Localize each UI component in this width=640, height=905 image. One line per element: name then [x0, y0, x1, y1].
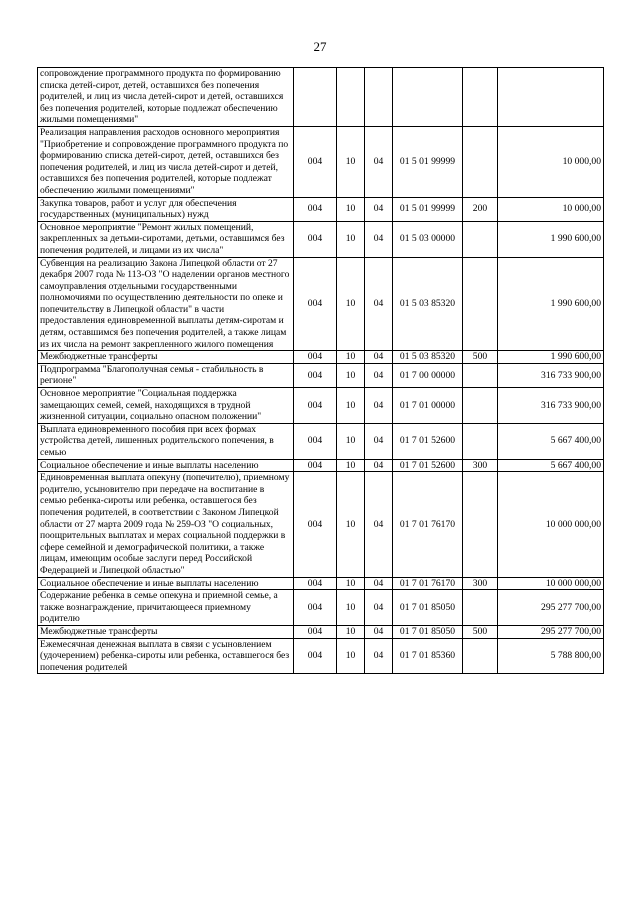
subsection-code-cell	[365, 68, 393, 127]
ministry-code-cell	[294, 68, 337, 127]
section-code-cell: 10	[337, 625, 365, 638]
subsection-code-cell: 04	[365, 638, 393, 674]
table-row	[38, 197, 604, 221]
ministry-code-cell: 004	[294, 126, 337, 197]
ministry-code-cell: 004	[294, 197, 337, 221]
table-row	[38, 363, 604, 387]
section-code-cell	[337, 68, 365, 127]
section-code-cell: 10	[337, 197, 365, 221]
expense-type-cell	[463, 126, 498, 197]
table-row	[38, 577, 604, 590]
target-article-cell: 01 7 01 85050	[393, 590, 463, 626]
target-article-cell: 01 5 03 85320	[393, 351, 463, 364]
row-name-cell: сопровождение программного продукта по формированию списка детей-сирот, детей, оставшихся без попечения родителей, и лиц из числа детей-сирот и детей, оставшихся без попечения родителей, которые подлежат обеспечению жилыми помещениями"	[38, 68, 294, 127]
ministry-code-cell: 004	[294, 577, 337, 590]
section-code-cell: 10	[337, 126, 365, 197]
ministry-code-cell: 004	[294, 363, 337, 387]
amount-cell	[498, 68, 604, 127]
budget-table-body	[38, 68, 604, 674]
row-name-cell: Межбюджетные трансферты	[38, 351, 294, 364]
target-article-cell: 01 5 03 85320	[393, 257, 463, 351]
section-code-cell: 10	[337, 351, 365, 364]
row-name-cell: Содержание ребенка в семье опекуна и приемной семье, а также вознаграждение, причитающееся приемному родителю	[38, 590, 294, 626]
target-article-cell	[393, 68, 463, 127]
expense-type-cell	[463, 638, 498, 674]
expense-type-cell	[463, 590, 498, 626]
amount-cell: 295 277 700,00	[498, 625, 604, 638]
expense-type-cell: 500	[463, 351, 498, 364]
subsection-code-cell: 04	[365, 388, 393, 424]
budget-table	[37, 67, 604, 674]
amount-cell: 295 277 700,00	[498, 590, 604, 626]
table-row	[38, 388, 604, 424]
table-row	[38, 638, 604, 674]
ministry-code-cell: 004	[294, 257, 337, 351]
section-code-cell: 10	[337, 221, 365, 257]
ministry-code-cell: 004	[294, 351, 337, 364]
ministry-code-cell: 004	[294, 459, 337, 472]
subsection-code-cell: 04	[365, 625, 393, 638]
table-row	[38, 423, 604, 459]
row-name-cell: Основное мероприятие "Ремонт жилых помещений, закрепленных за детьми-сиротами, детьми, оставшимся без попечения родителей, и лицами из их числа"	[38, 221, 294, 257]
expense-type-cell	[463, 363, 498, 387]
subsection-code-cell: 04	[365, 363, 393, 387]
section-code-cell: 10	[337, 423, 365, 459]
subsection-code-cell: 04	[365, 472, 393, 577]
target-article-cell: 01 7 00 00000	[393, 363, 463, 387]
section-code-cell: 10	[337, 472, 365, 577]
row-name-cell: Реализация направления расходов основного мероприятия "Приобретение и сопровождение программного продукта по формированию списка детей-сирот, детей, оставшихся без попечения родителей, и лиц из числа детей-сирот и детей, оставшихся без попечения родителей, которые подлежат обеспечению жилыми помещениями"	[38, 126, 294, 197]
table-row	[38, 221, 604, 257]
row-name-cell: Ежемесячная денежная выплата в связи с усыновлением (удочерением) ребенка-сироты или ребенка, оставшегося без попечения родителей	[38, 638, 294, 674]
section-code-cell: 10	[337, 363, 365, 387]
subsection-code-cell: 04	[365, 257, 393, 351]
ministry-code-cell: 004	[294, 472, 337, 577]
section-code-cell: 10	[337, 577, 365, 590]
amount-cell: 1 990 600,00	[498, 221, 604, 257]
subsection-code-cell: 04	[365, 126, 393, 197]
ministry-code-cell: 004	[294, 423, 337, 459]
subsection-code-cell: 04	[365, 197, 393, 221]
ministry-code-cell: 004	[294, 590, 337, 626]
target-article-cell: 01 7 01 76170	[393, 577, 463, 590]
subsection-code-cell: 04	[365, 423, 393, 459]
target-article-cell: 01 7 01 85050	[393, 625, 463, 638]
table-row	[38, 68, 604, 127]
row-name-cell: Межбюджетные трансферты	[38, 625, 294, 638]
subsection-code-cell: 04	[365, 577, 393, 590]
expense-type-cell: 500	[463, 625, 498, 638]
section-code-cell: 10	[337, 459, 365, 472]
row-name-cell: Социальное обеспечение и иные выплаты населению	[38, 459, 294, 472]
row-name-cell: Социальное обеспечение и иные выплаты населению	[38, 577, 294, 590]
subsection-code-cell: 04	[365, 351, 393, 364]
table-row	[38, 126, 604, 197]
target-article-cell: 01 5 01 99999	[393, 126, 463, 197]
amount-cell: 316 733 900,00	[498, 363, 604, 387]
table-row	[38, 590, 604, 626]
amount-cell: 316 733 900,00	[498, 388, 604, 424]
ministry-code-cell: 004	[294, 388, 337, 424]
section-code-cell: 10	[337, 638, 365, 674]
page-number: 27	[313, 39, 327, 54]
target-article-cell: 01 7 01 00000	[393, 388, 463, 424]
expense-type-cell	[463, 423, 498, 459]
row-name-cell: Единовременная выплата опекуну (попечителю), приемному родителю, усыновителю при передаче на воспитание в семью ребенка-сироты или ребенка, оставшегося без попечения родителей, в соответствии с Законом Липецкой области от 27 марта 2009 года № 259-ОЗ "О социальных, поощрительных выплатах и мерах социальной поддержки в сфере семейной и демографической политики, а также лицам, имеющим особые заслуги перед Российской Федерацией и Липецкой областью"	[38, 472, 294, 577]
ministry-code-cell: 004	[294, 638, 337, 674]
amount-cell: 10 000 000,00	[498, 472, 604, 577]
target-article-cell: 01 5 01 99999	[393, 197, 463, 221]
ministry-code-cell: 004	[294, 221, 337, 257]
amount-cell: 5 667 400,00	[498, 459, 604, 472]
subsection-code-cell: 04	[365, 221, 393, 257]
subsection-code-cell: 04	[365, 590, 393, 626]
target-article-cell: 01 7 01 52600	[393, 423, 463, 459]
amount-cell: 5 788 800,00	[498, 638, 604, 674]
target-article-cell: 01 7 01 76170	[393, 472, 463, 577]
expense-type-cell	[463, 68, 498, 127]
expense-type-cell	[463, 257, 498, 351]
section-code-cell: 10	[337, 388, 365, 424]
amount-cell: 10 000 000,00	[498, 577, 604, 590]
row-name-cell: Основное мероприятие "Социальная поддержка замещающих семей, семей, находящихся в трудной жизненной ситуации, социально опасном положении"	[38, 388, 294, 424]
expense-type-cell	[463, 388, 498, 424]
section-code-cell: 10	[337, 590, 365, 626]
amount-cell: 10 000,00	[498, 197, 604, 221]
expense-type-cell: 300	[463, 577, 498, 590]
amount-cell: 10 000,00	[498, 126, 604, 197]
row-name-cell: Субвенция на реализацию Закона Липецкой области от 27 декабря 2007 года № 113-ОЗ "О наделении органов местного самоуправления отдельными государственными полномочиями по осуществлению деятельности по опеке и попечительству в Липецкой области" в части предоставления единовременной выплаты детям-сиротам и детям, оставшимся без попечения родителей, а также лицам из их числа на ремонт закрепленного жилого помещения	[38, 257, 294, 351]
target-article-cell: 01 7 01 52600	[393, 459, 463, 472]
table-row	[38, 351, 604, 364]
expense-type-cell	[463, 472, 498, 577]
target-article-cell: 01 7 01 85360	[393, 638, 463, 674]
table-row	[38, 625, 604, 638]
table-row	[38, 257, 604, 351]
table-row	[38, 459, 604, 472]
row-name-cell: Выплата единовременного пособия при всех формах устройства детей, лишенных родительского попечения, в семью	[38, 423, 294, 459]
section-code-cell: 10	[337, 257, 365, 351]
expense-type-cell: 200	[463, 197, 498, 221]
row-name-cell: Закупка товаров, работ и услуг для обеспечения государственных (муниципальных) нужд	[38, 197, 294, 221]
expense-type-cell: 300	[463, 459, 498, 472]
row-name-cell: Подпрограмма "Благополучная семья - стабильность в регионе"	[38, 363, 294, 387]
ministry-code-cell: 004	[294, 625, 337, 638]
target-article-cell: 01 5 03 00000	[393, 221, 463, 257]
amount-cell: 1 990 600,00	[498, 351, 604, 364]
amount-cell: 5 667 400,00	[498, 423, 604, 459]
amount-cell: 1 990 600,00	[498, 257, 604, 351]
subsection-code-cell: 04	[365, 459, 393, 472]
table-row	[38, 472, 604, 577]
expense-type-cell	[463, 221, 498, 257]
